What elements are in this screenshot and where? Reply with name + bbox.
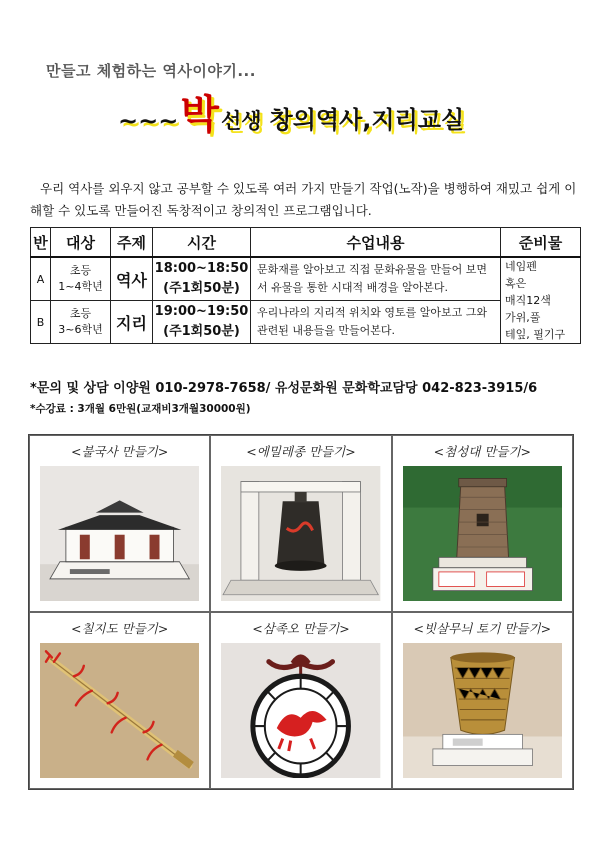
target-line: 3~6학년	[58, 323, 103, 336]
header-subject: 주제	[111, 228, 153, 258]
gallery-item	[210, 435, 391, 612]
cell-time	[153, 301, 251, 344]
cell-time	[153, 257, 251, 301]
header-prep: 준비물	[501, 228, 581, 258]
cell-content: 우리나라의 지리적 위치와 영토를 알아보고 그와 관련된 내용들을 만들어본다.	[251, 301, 501, 344]
prep-line: 혹은	[505, 277, 527, 290]
table-row	[31, 301, 581, 344]
gallery-caption: <첨성대 만들기>	[433, 444, 531, 459]
cell-target	[51, 257, 111, 301]
schedule-table	[30, 227, 581, 344]
prep-line: 네임펜	[505, 260, 537, 273]
title-small: 선생	[220, 109, 262, 133]
cell-content: 문화재를 알아보고 직접 문화유물을 만들어 보면서 유물을 통한 시대적 배경을 알아본다.	[251, 257, 501, 301]
emille-bell-model-icon	[221, 466, 380, 601]
header-content: 수업내용	[251, 228, 501, 258]
gallery-caption: <빗살무늬 토기 만들기>	[413, 621, 552, 636]
title-big-char: 박	[180, 92, 219, 138]
intro-paragraph: 우리 역사를 외우지 않고 공부할 수 있도록 여러 가지 만들기 작업(노작)을 병행하여 재밌고 쉽게 이해할 수 있도록 만들어진 독창적이고 창의적인 프로그램입니다.	[30, 181, 577, 218]
header-ban: 반	[31, 228, 51, 258]
gallery-item	[29, 435, 210, 612]
time-line: (주1회50분)	[163, 281, 240, 296]
gallery-item	[29, 612, 210, 789]
page-title	[118, 92, 465, 138]
target-line: 1~4학년	[58, 280, 103, 293]
cell-prep	[501, 257, 581, 344]
fee-info: *수강료 : 3개월 6만원(교재비3개월30000원)	[30, 403, 251, 415]
time-line: 18:00~18:50	[154, 261, 249, 276]
cheomseongdae-model-icon	[403, 466, 562, 601]
gallery-item	[392, 612, 573, 789]
photo-gallery	[28, 434, 574, 790]
contact-info: *문의 및 상담 이양원 010-2978-7658/ 유성문화원 문화학교담당 042-823-3915/6	[30, 381, 538, 396]
comb-pottery-model-icon	[403, 643, 562, 778]
gallery-item	[392, 435, 573, 612]
cell-subject: 지리	[111, 301, 153, 344]
gallery-caption: <불국사 만들기>	[70, 444, 169, 459]
samjogo-model-icon	[221, 643, 380, 778]
gallery-caption: <에밀레종 만들기>	[246, 444, 356, 459]
chiljido-sword-model-icon	[40, 643, 199, 778]
gallery-caption: <칠지도 만들기>	[70, 621, 169, 636]
time-line: 19:00~19:50	[154, 304, 249, 319]
prep-line: 가위,풀	[505, 311, 541, 324]
target-line: 초등	[69, 307, 92, 320]
time-line: (주1회50분)	[163, 324, 240, 339]
cell-target	[51, 301, 111, 344]
table-header-row	[31, 228, 581, 258]
prep-line: 매직12색	[505, 294, 551, 307]
gallery-item	[210, 612, 391, 789]
cell-subject: 역사	[111, 257, 153, 301]
cell-ban: B	[31, 301, 51, 344]
title-rest: 창의역사,지리교실	[269, 106, 465, 134]
gallery-caption: <삼족오 만들기>	[252, 621, 350, 636]
subtitle: 만들고 체험하는 역사이야기...	[46, 62, 256, 80]
title-wave: ~~~	[118, 107, 179, 135]
cell-ban: A	[31, 257, 51, 301]
header-target: 대상	[51, 228, 111, 258]
header-time: 시간	[153, 228, 251, 258]
prep-line: 테잎, 필기구	[505, 328, 566, 341]
target-line: 초등	[69, 264, 92, 277]
bulguksa-model-icon	[40, 466, 199, 601]
table-row	[31, 257, 581, 301]
